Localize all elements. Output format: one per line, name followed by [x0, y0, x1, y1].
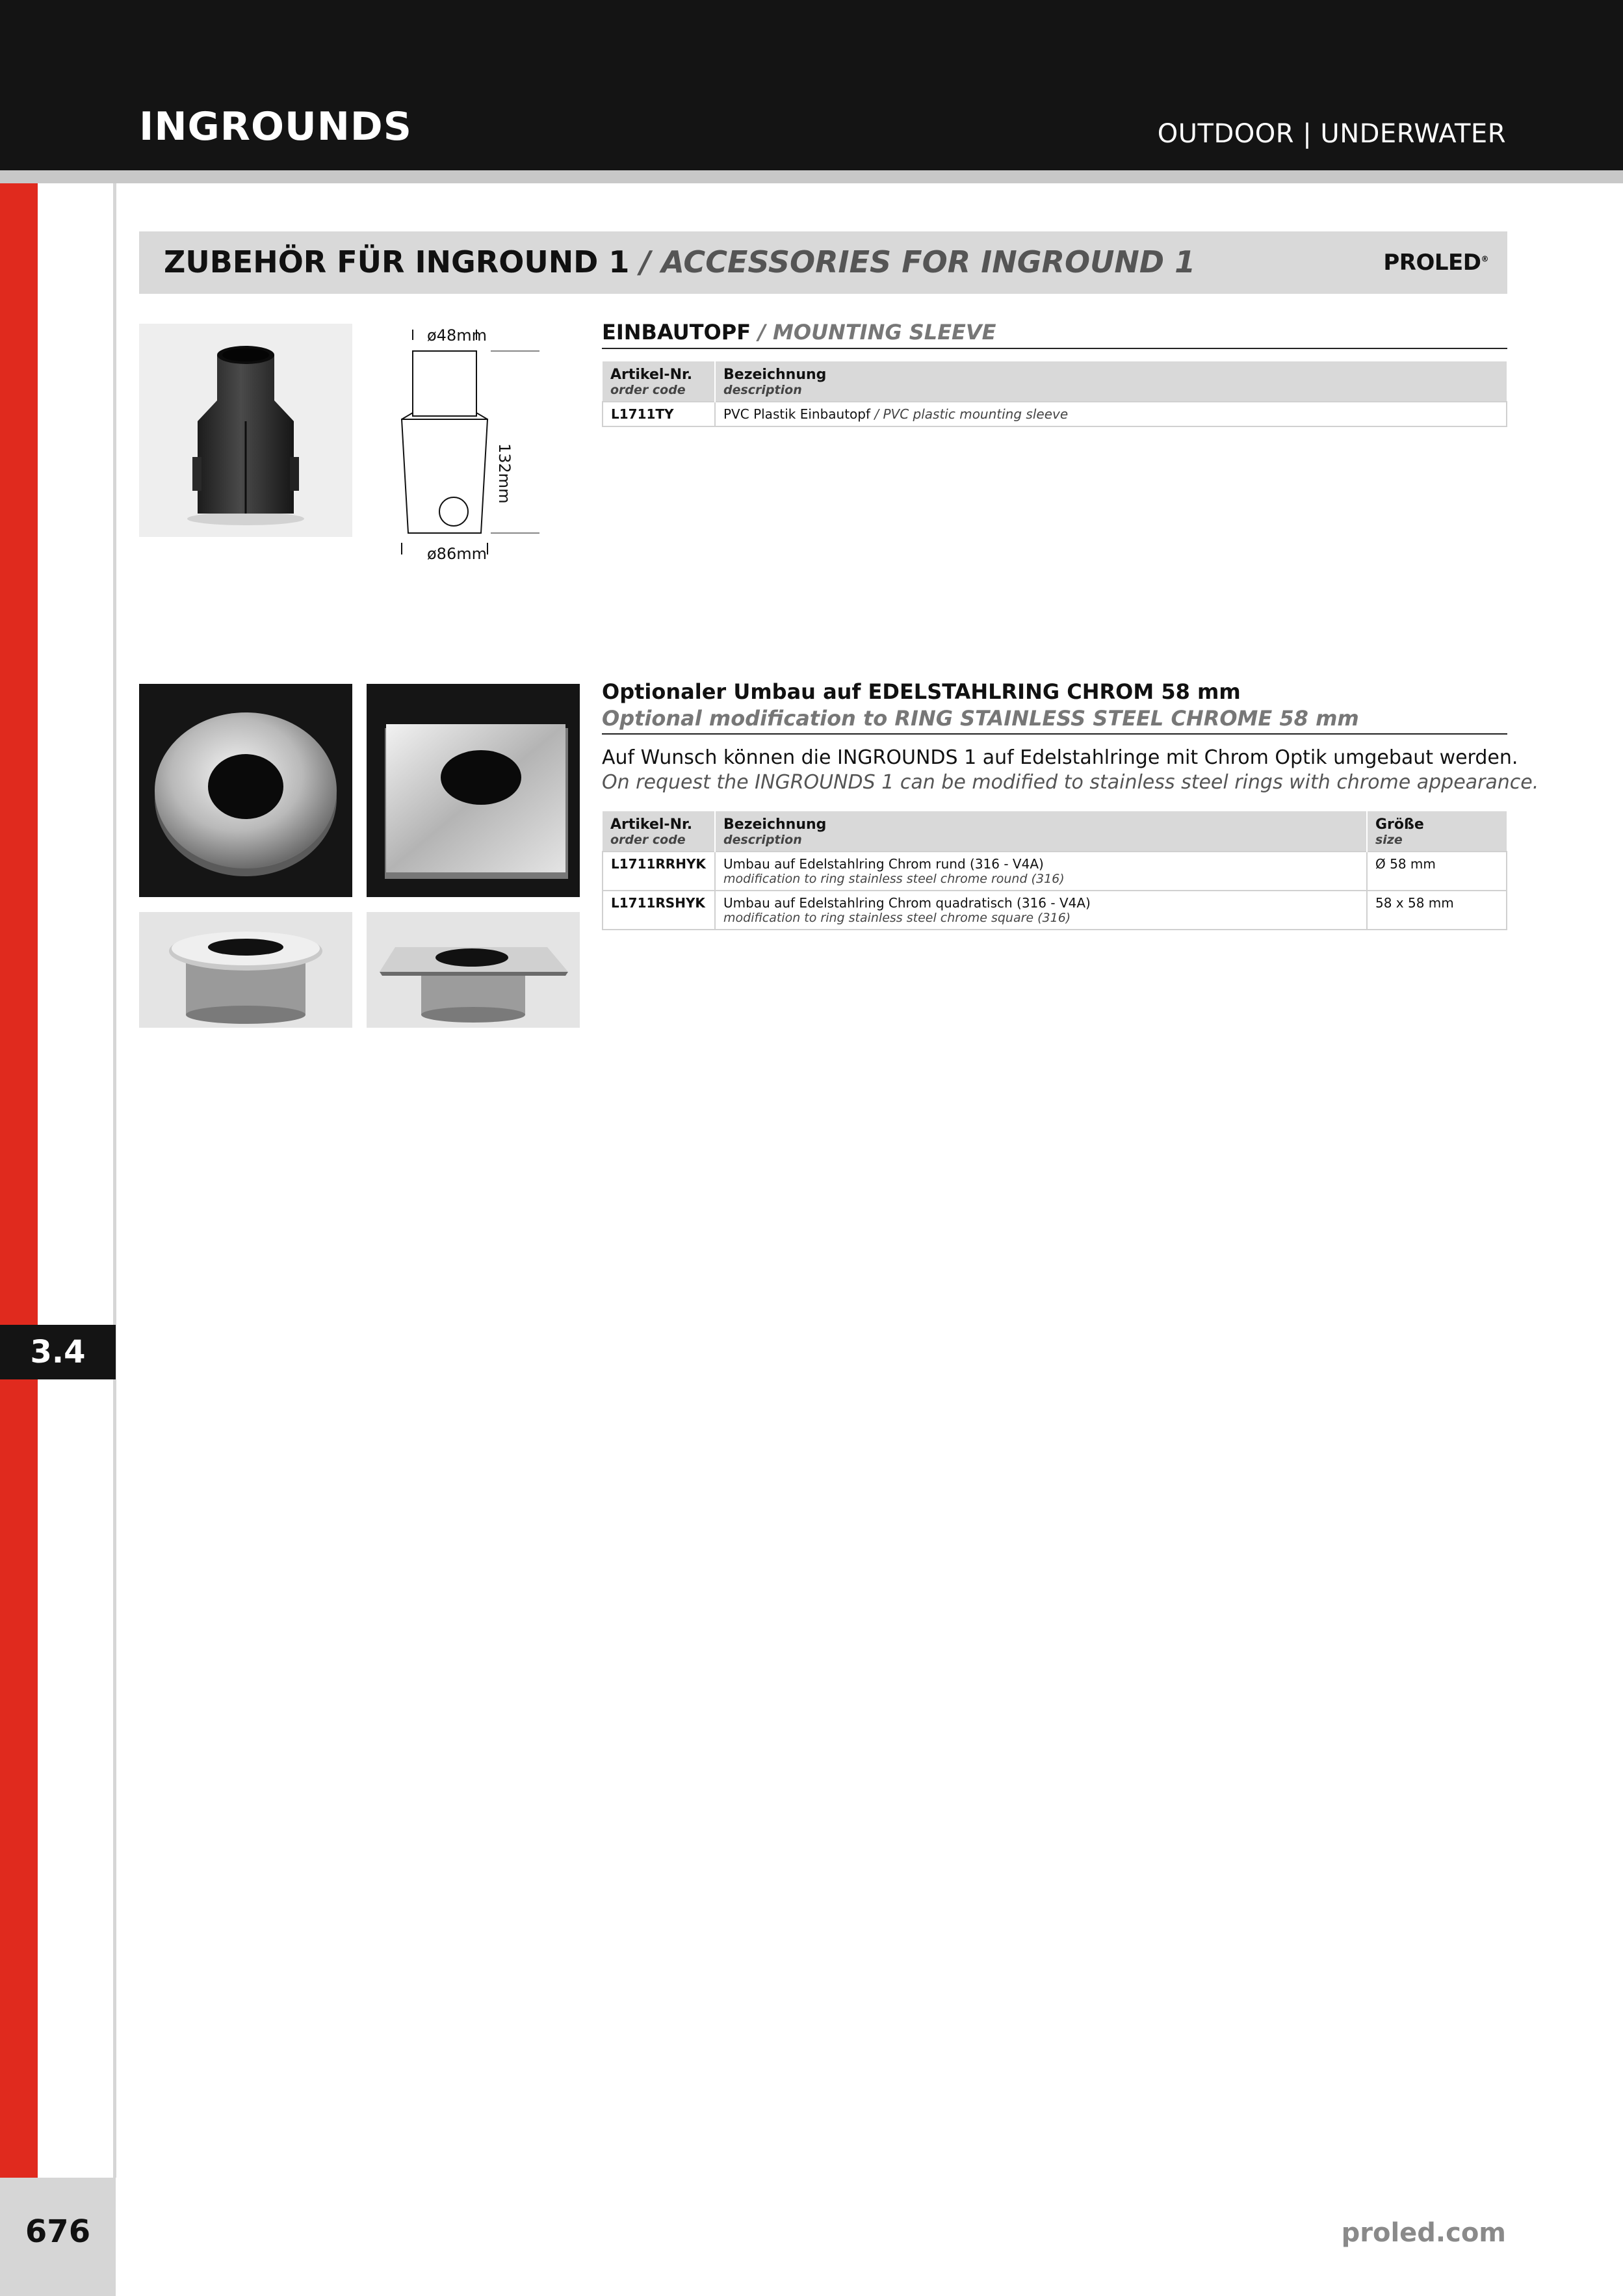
table-row [603, 891, 1507, 930]
mounting-sleeve-illustration [139, 324, 352, 537]
brand-logo [1383, 250, 1488, 276]
order-code-cell: L1711RRHYK [603, 852, 715, 891]
chrome-ring-heading-de: Optionaler Umbau auf EDELSTAHLRING CHROM 58 mm [602, 679, 1241, 704]
mounting-sleeve-heading [602, 320, 996, 345]
section-title [164, 244, 1195, 280]
column-header-description [715, 811, 1367, 852]
page-header-category: OUTDOOR | UNDERWATER [1157, 119, 1506, 149]
mounting-sleeve-rule [602, 348, 1507, 349]
column-header-sublabel: order code [610, 383, 686, 397]
margin-rule [113, 183, 116, 2178]
dimension-height: 132mm [495, 443, 513, 504]
square-ring-photo-top [367, 684, 580, 897]
column-header-sublabel: order code [610, 833, 686, 847]
description-de: Umbau auf Edelstahlring Chrom quadratisch (316 - V4A) [723, 895, 1091, 911]
column-header-label: Artikel-Nr. [610, 367, 693, 383]
description-separator: / [870, 406, 883, 422]
mounting-sleeve-table [602, 361, 1507, 427]
page-number: 676 [25, 2213, 91, 2250]
brand-name: PROLED [1383, 250, 1481, 276]
dimension-drawing [383, 322, 559, 569]
table-header-row [603, 361, 1507, 402]
table-header-row [603, 811, 1507, 852]
description-de: PVC Plastik Einbautopf [723, 406, 871, 422]
chrome-ring-rule [602, 733, 1507, 735]
column-header-label: Größe [1375, 816, 1424, 833]
section-title-en: ACCESSORIES FOR INGROUND 1 [661, 244, 1196, 280]
section-title-de: ZUBEHÖR FÜR INGROUND 1 [164, 244, 630, 280]
description-cell [715, 891, 1367, 930]
description-en: modification to ring stainless steel chrome square (316) [723, 911, 1071, 925]
description-cell [715, 402, 1507, 426]
mounting-sleeve-heading-en: / MOUNTING SLEEVE [751, 320, 996, 345]
footer-website: proled.com [1341, 2218, 1506, 2248]
dimension-top-diameter: ø48mm [427, 326, 487, 345]
size-cell: 58 x 58 mm [1367, 891, 1507, 930]
sleeve-dimension-diagram [383, 322, 559, 569]
page-header-title: INGROUNDS [139, 104, 412, 150]
chrome-ring-intro-de: Auf Wunsch können die INGROUNDS 1 auf Edelstahlringe mit Chrom Optik umgebaut werden. [602, 746, 1518, 769]
table-row [603, 852, 1507, 891]
description-en: PVC plastic mounting sleeve [883, 406, 1069, 422]
square-ring-side-illustration [367, 912, 580, 1028]
chapter-color-bar [0, 183, 38, 2178]
column-header-label: Bezeichnung [723, 816, 827, 833]
column-header-sublabel: description [723, 833, 802, 847]
square-ring-illustration [367, 684, 580, 897]
column-header-label: Bezeichnung [723, 367, 827, 383]
brand-registered-mark: ® [1481, 254, 1488, 264]
round-ring-photo-side [139, 912, 352, 1028]
description-en: modification to ring stainless steel chrome round (316) [723, 872, 1065, 886]
chrome-ring-heading-en [602, 706, 1359, 731]
order-code-cell: L1711TY [603, 402, 715, 426]
mounting-sleeve-photo [139, 324, 352, 537]
description-de: Umbau auf Edelstahlring Chrom rund (316 - V4A) [723, 856, 1044, 872]
column-header-order-code [603, 361, 715, 402]
column-header-description [715, 361, 1507, 402]
column-header-sublabel: size [1375, 833, 1403, 847]
column-header-size [1367, 811, 1507, 852]
column-header-sublabel: description [723, 383, 802, 397]
table-row [603, 402, 1507, 426]
chrome-ring-table [602, 811, 1507, 930]
chapter-number: 3.4 [30, 1334, 86, 1370]
mounting-sleeve-heading-de: EINBAUTOPF [602, 320, 751, 345]
chrome-ring-heading-en-text: Optional modification to RING STAINLESS STEEL CHROME 58 mm [602, 706, 1359, 731]
description-cell [715, 852, 1367, 891]
section-title-separator: / [629, 244, 662, 280]
order-code-cell: L1711RSHYK [603, 891, 715, 930]
round-ring-photo-top [139, 684, 352, 897]
chrome-ring-intro-en: On request the INGROUNDS 1 can be modified to stainless steel rings with chrome appearance. [602, 771, 1539, 794]
header-divider [0, 170, 1623, 183]
round-ring-side-illustration [139, 912, 352, 1028]
square-ring-photo-side [367, 912, 580, 1028]
size-cell: Ø 58 mm [1367, 852, 1507, 891]
round-ring-illustration [139, 684, 352, 897]
column-header-order-code [603, 811, 715, 852]
dimension-bottom-diameter: ø86mm [427, 545, 487, 563]
column-header-label: Artikel-Nr. [610, 816, 693, 833]
